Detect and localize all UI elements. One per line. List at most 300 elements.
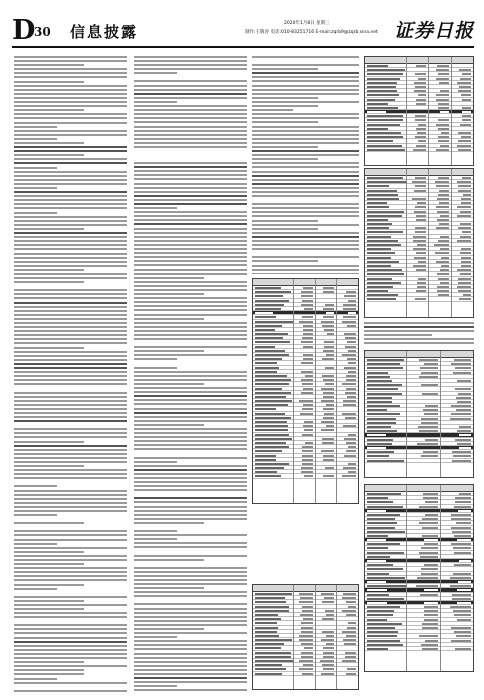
table-header	[365, 169, 473, 176]
fine-print-line	[134, 555, 247, 557]
fine-print-line	[134, 281, 247, 283]
financial-table-6	[364, 484, 474, 672]
fine-print-line	[14, 412, 127, 414]
fine-print-line	[134, 264, 247, 266]
fine-print-line	[252, 224, 359, 226]
fine-print-line	[14, 665, 127, 667]
table-divider	[451, 57, 452, 165]
fine-print-line	[134, 72, 177, 74]
fine-print-line	[134, 395, 247, 397]
fine-print-line	[134, 665, 247, 667]
table-divider	[440, 351, 441, 477]
fine-print-line	[14, 436, 127, 438]
table-divider	[406, 57, 407, 165]
table-divider	[315, 585, 316, 689]
fine-print-line	[134, 477, 247, 479]
fine-print-line	[252, 154, 359, 156]
fine-print-line	[14, 302, 127, 304]
fine-print-line	[14, 347, 84, 349]
fine-print-line	[14, 232, 127, 234]
fine-print-line	[134, 146, 247, 148]
fine-print-line	[14, 637, 127, 639]
fine-print-line	[252, 126, 359, 128]
fine-print-line	[134, 457, 247, 459]
table-row	[253, 474, 358, 478]
fine-print-line	[14, 400, 127, 402]
fine-print-line	[134, 657, 247, 659]
fine-print-line	[134, 391, 247, 393]
fine-print-line	[14, 588, 57, 590]
fine-print-line	[134, 256, 247, 258]
fine-print-line	[14, 661, 84, 663]
fine-print-line	[14, 105, 127, 107]
fine-print-line	[252, 101, 359, 103]
fine-print-line	[134, 387, 247, 389]
fine-print-line	[14, 396, 127, 398]
fine-print-line	[14, 195, 127, 197]
fine-print-line	[14, 191, 127, 193]
fine-print-line	[134, 567, 247, 569]
fine-print-line	[14, 375, 127, 377]
fine-print-line	[134, 432, 247, 434]
fine-print-line	[252, 117, 359, 119]
fine-print-line	[252, 265, 359, 267]
fine-print-line	[134, 166, 247, 168]
fine-print-line	[134, 354, 247, 356]
fine-print-line	[14, 608, 84, 610]
fine-print-line	[252, 162, 359, 164]
fine-print-line	[14, 669, 84, 671]
fine-print-line	[14, 113, 127, 115]
fine-print-line	[134, 612, 247, 614]
fine-print-line	[134, 436, 247, 438]
text-column-2	[134, 56, 247, 692]
fine-print-line	[252, 232, 359, 234]
fine-print-line	[14, 117, 127, 119]
table-row	[365, 148, 473, 152]
fine-print-line	[134, 587, 204, 589]
fine-print-line	[134, 130, 247, 132]
fine-print-line	[134, 408, 247, 410]
fine-print-line	[14, 126, 57, 128]
fine-print-line	[252, 195, 359, 197]
fine-print-line	[134, 653, 247, 655]
fine-print-line	[364, 342, 474, 344]
fine-print-line	[252, 113, 359, 115]
fine-print-line	[134, 383, 204, 385]
fine-print-line	[134, 89, 247, 91]
fine-print-line	[252, 64, 359, 66]
fine-print-line	[14, 351, 127, 353]
fine-print-line	[134, 314, 247, 316]
fine-print-line	[134, 138, 247, 140]
fine-print-line	[252, 187, 359, 189]
fine-print-line	[14, 314, 127, 316]
fine-print-line	[14, 248, 127, 250]
fine-print-line	[14, 392, 127, 394]
fine-print-line	[14, 253, 127, 255]
fine-print-line	[134, 350, 204, 352]
fine-print-line	[364, 334, 432, 336]
fine-print-line	[134, 591, 247, 593]
table-header	[253, 279, 358, 286]
table-header	[365, 57, 473, 64]
fine-print-line	[134, 448, 247, 450]
fine-print-line	[14, 142, 84, 144]
fine-print-line	[134, 669, 247, 671]
fine-print-line	[134, 571, 247, 573]
fine-print-line	[134, 506, 247, 508]
fine-print-line	[134, 97, 247, 99]
fine-print-line	[14, 641, 127, 643]
fine-print-line	[134, 677, 247, 679]
fine-print-line	[134, 469, 247, 471]
fine-print-line	[252, 179, 359, 181]
fine-print-line	[14, 514, 57, 516]
table-divider	[336, 279, 337, 503]
fine-print-line	[14, 355, 127, 357]
fine-print-line	[14, 416, 127, 418]
fine-print-line	[134, 542, 247, 544]
fine-print-line	[14, 154, 84, 156]
fine-print-line	[134, 293, 204, 295]
fine-print-line	[252, 203, 359, 205]
fine-print-line	[252, 72, 359, 74]
table-divider	[293, 585, 294, 689]
fine-print-line	[134, 412, 247, 414]
fine-print-line	[252, 166, 359, 168]
fine-print-line	[14, 269, 84, 271]
fine-print-line	[14, 408, 127, 410]
fine-print-line	[134, 101, 177, 103]
fine-print-line	[134, 534, 247, 536]
text-column-3	[252, 56, 359, 274]
fine-print-line	[134, 559, 204, 561]
fine-print-line	[14, 465, 84, 467]
fine-print-line	[134, 632, 247, 634]
fine-print-line	[14, 690, 127, 692]
fine-print-line	[252, 256, 359, 258]
fine-print-line	[14, 653, 127, 655]
fine-print-line	[14, 371, 127, 373]
fine-print-line	[14, 175, 127, 177]
fine-print-line	[14, 306, 127, 308]
fine-print-line	[134, 289, 247, 291]
fine-print-line	[14, 318, 127, 320]
fine-print-line	[134, 80, 247, 82]
fine-print-line	[134, 93, 247, 95]
fine-print-line	[364, 338, 474, 340]
fine-print-line	[14, 547, 127, 549]
fine-print-line	[14, 281, 84, 283]
fine-print-line	[14, 138, 57, 140]
fine-print-line	[252, 121, 318, 123]
fine-print-line	[134, 538, 177, 540]
fine-print-line	[14, 563, 84, 565]
fine-print-line	[134, 187, 247, 189]
fine-print-line	[14, 624, 127, 626]
fine-print-line	[14, 432, 127, 434]
fine-print-line	[134, 379, 247, 381]
fine-print-line	[134, 318, 204, 320]
fine-print-line	[14, 363, 127, 365]
fine-print-line	[14, 575, 127, 577]
fine-print-line	[252, 97, 318, 99]
fine-print-line	[14, 490, 127, 492]
table-divider	[293, 279, 294, 503]
fine-print-line	[14, 673, 84, 675]
table-divider	[336, 585, 337, 689]
financial-table-4	[364, 168, 474, 318]
fine-print-line	[14, 420, 127, 422]
masthead	[12, 16, 474, 46]
fine-print-line	[252, 220, 318, 222]
fine-print-line	[252, 244, 359, 246]
table-row	[365, 297, 473, 301]
fine-print-line	[14, 342, 127, 344]
fine-print-line	[134, 473, 247, 475]
fine-print-line	[134, 134, 247, 136]
fine-print-line	[134, 440, 247, 442]
fine-print-line	[134, 624, 247, 626]
fine-print-line	[134, 501, 247, 503]
fine-print-line	[14, 530, 127, 532]
fine-print-line	[134, 211, 247, 213]
table-row	[365, 647, 473, 651]
fine-print-line	[134, 518, 247, 520]
fine-print-line	[14, 89, 127, 91]
fine-print-line	[134, 109, 247, 111]
fine-print-line	[14, 146, 127, 148]
fine-print-line	[14, 449, 127, 451]
fine-print-line	[252, 80, 359, 82]
table-divider	[315, 279, 316, 503]
fine-print-line	[134, 444, 247, 446]
fine-print-line	[134, 530, 177, 532]
fine-print-line	[364, 322, 474, 324]
fine-print-line	[14, 216, 127, 218]
page-number: 30	[34, 25, 51, 39]
table-row	[253, 672, 358, 676]
fine-print-line	[14, 122, 127, 124]
fine-print-line	[14, 101, 127, 103]
fine-print-line	[14, 359, 127, 361]
fine-print-line	[134, 195, 247, 197]
fine-print-line	[14, 379, 127, 381]
fine-print-line	[14, 469, 127, 471]
fine-print-line	[134, 583, 247, 585]
fine-print-line	[252, 85, 359, 87]
fine-print-line	[14, 477, 127, 479]
fine-print-line	[14, 265, 127, 267]
fine-print-line	[134, 514, 247, 516]
fine-print-line	[14, 600, 84, 602]
fine-print-line	[134, 215, 247, 217]
fine-print-line	[252, 109, 293, 111]
fine-print-line	[134, 162, 247, 164]
fine-print-line	[252, 142, 359, 144]
fine-print-line	[14, 240, 127, 242]
fine-print-line	[134, 273, 247, 275]
fine-print-line	[134, 485, 247, 487]
fine-print-line	[252, 248, 359, 250]
fine-print-line	[252, 183, 359, 185]
fine-print-line	[14, 461, 127, 463]
fine-print-line	[134, 510, 247, 512]
fine-print-line	[14, 130, 127, 132]
fine-print-line	[14, 584, 84, 586]
fine-print-line	[364, 326, 474, 328]
fine-print-line	[134, 595, 247, 597]
fine-print-line	[134, 117, 247, 119]
fine-print-line	[134, 191, 247, 193]
table-divider	[451, 169, 452, 317]
fine-print-line	[134, 85, 247, 87]
fine-print-line	[14, 167, 57, 169]
fine-print-line	[14, 64, 84, 66]
fine-print-line	[134, 685, 177, 687]
fine-print-line	[14, 68, 127, 70]
fine-print-line	[134, 207, 177, 209]
fine-print-line	[14, 334, 127, 336]
fine-print-line	[14, 494, 127, 496]
fine-print-line	[134, 326, 247, 328]
fine-print-line	[134, 424, 204, 426]
fine-print-line	[134, 199, 247, 201]
fine-print-line	[14, 150, 127, 152]
fine-print-line	[134, 689, 247, 691]
fine-print-line	[134, 358, 177, 360]
fine-print-line	[134, 285, 247, 287]
fine-print-line	[252, 76, 359, 78]
fine-print-line	[14, 473, 127, 475]
fine-print-line	[134, 628, 204, 630]
fine-print-line	[252, 191, 359, 193]
financial-table-3	[364, 56, 474, 166]
fine-print-line	[14, 109, 84, 111]
fine-print-line	[14, 534, 127, 536]
fine-print-line	[252, 240, 359, 242]
fine-print-line	[134, 489, 247, 491]
fine-print-line	[134, 305, 247, 307]
fine-print-line	[14, 60, 127, 62]
fine-print-line	[252, 273, 359, 274]
fine-print-line	[252, 236, 359, 238]
financial-table-2	[252, 584, 359, 690]
fine-print-line	[14, 632, 127, 634]
fine-print-line	[14, 257, 127, 259]
fine-print-line	[14, 171, 127, 173]
fine-print-line	[14, 616, 127, 618]
fine-print-line	[134, 603, 247, 605]
fine-print-line	[14, 199, 127, 201]
fine-print-line	[134, 260, 247, 262]
fine-print-line	[134, 334, 247, 336]
fine-print-line	[14, 559, 127, 561]
newspaper-logo: 证券日报	[393, 20, 474, 42]
fine-print-line	[14, 183, 127, 185]
table-row	[365, 459, 473, 463]
fine-print-line	[14, 404, 127, 406]
fine-print-line	[14, 261, 127, 263]
fine-print-line	[134, 277, 204, 279]
table-divider	[406, 485, 407, 671]
fine-print-line	[14, 158, 127, 160]
fine-print-line	[252, 134, 359, 136]
fine-print-line	[134, 113, 247, 115]
fine-print-line	[134, 338, 247, 340]
fine-print-line	[14, 236, 127, 238]
fine-print-line	[14, 56, 127, 58]
fine-print-line	[14, 498, 127, 500]
fine-print-line	[14, 76, 127, 78]
table-divider	[428, 57, 429, 165]
fine-print-line	[14, 551, 84, 553]
fine-print-line	[134, 461, 177, 463]
fine-print-line	[14, 579, 127, 581]
fine-print-line	[14, 310, 127, 312]
fine-print-line	[14, 85, 127, 87]
fine-print-line	[14, 338, 127, 340]
fine-print-line	[134, 375, 247, 377]
fine-print-line	[134, 579, 247, 581]
fine-print-line	[14, 383, 127, 385]
fine-print-line	[14, 224, 127, 226]
fine-print-line	[134, 56, 247, 58]
fine-print-line	[14, 628, 127, 630]
fine-print-line	[134, 219, 247, 221]
fine-print-line	[134, 269, 247, 271]
fine-print-line	[14, 428, 127, 430]
text-column-4	[364, 322, 474, 344]
fine-print-line	[14, 293, 127, 295]
fine-print-line	[134, 403, 247, 405]
issue-date: 2020年1月8日 星期三	[284, 21, 330, 26]
fine-print-line	[14, 522, 84, 524]
fine-print-line	[134, 126, 247, 128]
fine-print-line	[134, 223, 247, 225]
fine-print-line	[14, 187, 57, 189]
fine-print-line	[134, 546, 247, 548]
fine-print-line	[14, 678, 57, 680]
fine-print-line	[14, 502, 127, 504]
financial-table-5	[364, 350, 474, 478]
fine-print-line	[14, 457, 127, 459]
fine-print-line	[134, 371, 247, 373]
fine-print-line	[252, 146, 318, 148]
table-header	[253, 585, 358, 592]
fine-print-line	[134, 636, 177, 638]
fine-print-line	[134, 575, 247, 577]
fine-print-line	[14, 441, 84, 443]
fine-print-line	[252, 56, 359, 58]
fine-print-line	[14, 97, 127, 99]
fine-print-line	[134, 428, 247, 430]
fine-print-line	[134, 416, 247, 418]
fine-print-line	[134, 640, 247, 642]
fine-print-line	[252, 138, 359, 140]
table-divider	[406, 169, 407, 317]
financial-table-1	[252, 278, 359, 504]
fine-print-line	[134, 301, 247, 303]
fine-print-line	[14, 297, 127, 299]
fine-print-line	[14, 134, 127, 136]
fine-print-line	[14, 510, 127, 512]
fine-print-line	[252, 68, 318, 70]
fine-print-line	[134, 142, 247, 144]
fine-print-line	[14, 244, 127, 246]
table-divider	[428, 169, 429, 317]
